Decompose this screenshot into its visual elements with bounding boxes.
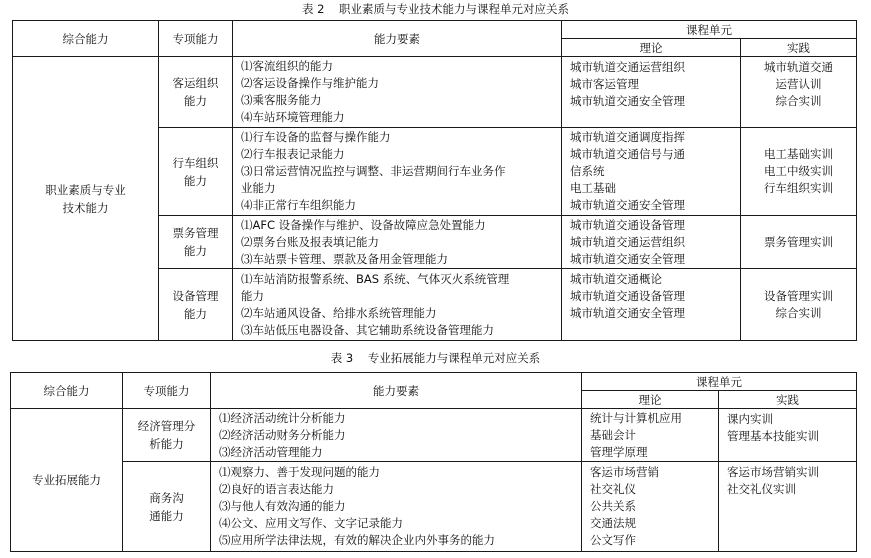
table-row — [11, 409, 857, 462]
table2-caption: 表 2 职业素质与专业技术能力与课程单元对应关系 — [301, 2, 570, 16]
specific-cell: 设备管理 能力 — [159, 269, 233, 341]
specific-cell: 行车组织 能力 — [159, 128, 233, 216]
header-composite: 综合能力 — [11, 373, 123, 409]
theory-cell: 城市轨道交通设备管理 城市轨道交通运营组织 城市轨道交通安全管理 — [562, 216, 741, 269]
table-row — [13, 57, 857, 128]
header-specific: 专项能力 — [123, 373, 211, 409]
theory-cell: 城市轨道交通概论 城市轨道交通设备管理 城市轨道交通安全管理 — [562, 269, 741, 341]
header-theory: 理论 — [562, 39, 741, 57]
table3-caption: 表 3 专业拓展能力与课程单元对应关系 — [330, 351, 541, 365]
header-elements: 能力要素 — [233, 21, 562, 57]
specific-cell: 客运组织 能力 — [159, 57, 233, 128]
practice-cell: 电工基础实训 电工中级实训 行车组织实训 — [741, 128, 857, 216]
practice-cell: 城市轨道交通 运营认训 综合实训 — [741, 57, 857, 128]
header-practice: 实践 — [741, 39, 857, 57]
competency-course-table-2 — [12, 20, 857, 341]
header-course-units: 课程单元 — [582, 373, 857, 391]
elements-cell: ⑴客流组织的能力 ⑵客运设备操作与维护能力 ⑶乘客服务能力 ⑷车站环境管理能力 — [233, 57, 562, 128]
elements-cell: ⑴AFC 设备操作与维护、设备故障应急处置能力 ⑵票务台账及报表填记能力 ⑶车站票卡管理、票款及备用金管理能力 — [233, 216, 562, 269]
elements-cell: ⑴行车设备的监督与操作能力 ⑵行车报表记录能力 ⑶日常运营情况监控与调整、非运营期间行车业务作 业能力 ⑷非正常行车组织能力 — [233, 128, 562, 216]
specific-cell: 经济管理分 析能力 — [123, 409, 211, 462]
competency-course-table-3 — [10, 372, 857, 552]
composite-cell: 职业素质与专业 技术能力 — [13, 57, 159, 341]
table-row — [11, 462, 857, 552]
composite-cell: 专业拓展能力 — [11, 409, 123, 552]
theory-cell: 统计与计算机应用 基础会计 管理学原理 — [582, 409, 719, 462]
header-practice: 实践 — [719, 391, 857, 409]
practice-cell: 票务管理实训 — [741, 216, 857, 269]
header-elements: 能力要素 — [211, 373, 582, 409]
elements-cell: ⑴观察力、善于发现问题的能力 ⑵良好的语言表达能力 ⑶与他人有效沟通的能力 ⑷公文、应用文写作、文字记录能力 ⑸应用所学法律法规，有效的解决企业内外事务的能力 — [211, 462, 582, 552]
elements-cell: ⑴车站消防报警系统、BAS 系统、气体灭火系统管理 能力 ⑵车站通风设备、给排水系统管理能力 ⑶车站低压电器设备、其它辅助系统设备管理能力 — [233, 269, 562, 341]
practice-cell: 客运市场营销实训 社交礼仪实训 — [719, 462, 857, 552]
practice-cell: 设备管理实训 综合实训 — [741, 269, 857, 341]
specific-cell: 商务沟 通能力 — [123, 462, 211, 552]
elements-cell: ⑴经济活动统计分析能力 ⑵经济活动财务分析能力 ⑶经济活动管理能力 — [211, 409, 582, 462]
header-theory: 理论 — [582, 391, 719, 409]
header-specific: 专项能力 — [159, 21, 233, 57]
header-composite: 综合能力 — [13, 21, 159, 57]
specific-cell: 票务管理 能力 — [159, 216, 233, 269]
practice-cell: 课内实训 管理基本技能实训 — [719, 409, 857, 462]
theory-cell: 客运市场营销 社交礼仪 公共关系 交通法规 公文写作 — [582, 462, 719, 552]
theory-cell: 城市轨道交通调度指挥 城市轨道交通信号与通 信系统 电工基础 城市轨道交通安全管理 — [562, 128, 741, 216]
header-course-units: 课程单元 — [562, 21, 857, 39]
theory-cell: 城市轨道交通运营组织 城市客运管理 城市轨道交通安全管理 — [562, 57, 741, 128]
